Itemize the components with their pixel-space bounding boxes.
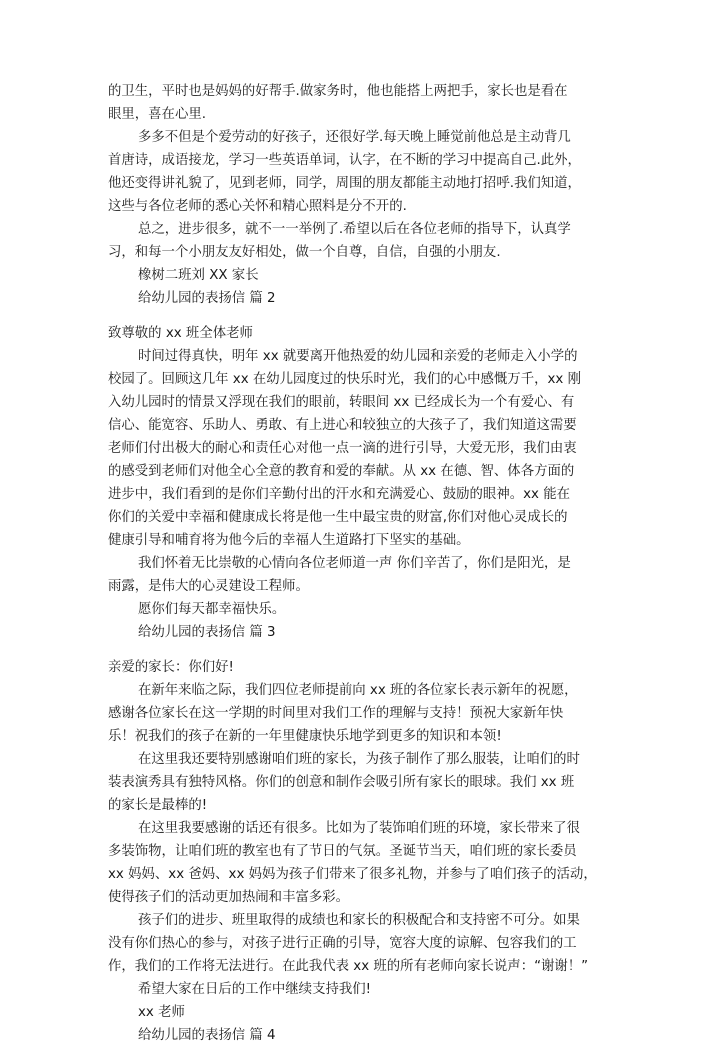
section-title: 给幼儿园的表扬信 篇 3 [138,625,276,640]
text-line: 在这里我要感谢的话还有很多。比如为了装饰咱们班的环境，家长带来了很 [138,821,580,836]
text-line: 健康引导和哺育将为他今后的幸福人生道路打下坚实的基础。 [108,533,470,548]
text-line: 作，我们的工作将无法进行。在此我代表 xx 班的所有老师向家长说声：“谢谢！” [108,959,589,974]
letter-salutation: 亲爱的家长：你们好! [108,660,234,675]
text-line: 乐！祝我们的孩子在新的一年里健康快乐地学到更多的知识和本领! [108,729,502,744]
text-line: 使得孩子们的活动更加热闹和丰富多彩。 [108,890,350,905]
section-title: 给幼儿园的表扬信 篇 4 [138,1028,276,1043]
text-line: 愿你们每天都幸福快乐。 [138,602,286,617]
text-line: 首唐诗，成语接龙，学习一些英语单词，认字，在不断的学习中提高自己.此外， [108,153,581,168]
text-line: 他还变得讲礼貌了，见到老师，同学，周围的朋友都能主动地打招呼.我们知道， [108,176,581,191]
text-line: 在新年来临之际，我们四位老师提前向 xx 班的各位家长表示新年的祝愿， [138,683,578,698]
text-line: 没有你们热心的参与，对孩子进行正确的引导，宽容大度的谅解、包容我们的工 [108,936,577,951]
letter-signature: 橡树二班刘 XX 家长 [138,268,259,283]
text-line: 老师们付出极大的耐心和责任心对他一点一滴的进行引导，大爱无形，我们由衷 [108,441,577,456]
text-line: 雨露，是伟大的心灵建设工程师。 [108,579,309,594]
text-line: 的感受到老师们对他全心全意的教育和爱的奉献。从 xx 在德、智、体各方面的 [108,464,575,479]
text-line: 习，和每一个小朋友友好相处，做一个自尊，自信，自强的小朋友. [108,245,501,260]
text-line: 多多不但是个爱劳动的好孩子，还很好学.每天晚上睡觉前他总是主动背几 [138,130,571,145]
letter-salutation: 致尊敬的 xx 班全体老师 [108,326,253,341]
text-line: 的卫生，平时也是妈妈的好帮手.做家务时，他也能搭上两把手，家长也是看在 [108,84,568,99]
text-line: 这些与各位老师的悉心关怀和精心照料是分不开的. [108,199,407,214]
text-line: 在这里我还要特别感谢咱们班的家长，为孩子制作了那么服装，让咱们的时 [138,752,580,767]
text-line: 希望大家在日后的工作中继续支持我们! [138,982,372,997]
text-line: 装表演秀具有独特风格。你们的创意和制作会吸引所有家长的眼球。我们 xx 班 [108,775,575,790]
text-line: 入幼儿园时的情景又浮现在我们的眼前，转眼间 xx 已经成长为一个有爱心、有 [108,395,575,410]
text-line: 进步中，我们看到的是你们辛勤付出的汗水和充满爱心、鼓励的眼神。xx 能在 [108,487,570,502]
text-line: xx 妈妈、xx 爸妈、xx 妈妈为孩子们带来了很多礼物，并参与了咱们孩子的活动， [108,867,597,882]
document-page [108,80,616,1047]
text-line: 时间过得真快，明年 xx 就要离开他热爱的幼儿园和亲爱的老师走入小学的 [138,349,578,364]
text-line: 眼里，喜在心里. [108,107,206,122]
text-line: 总之，进步很多，就不一一举例了.希望以后在各位老师的指导下，认真学 [138,222,571,237]
text-line: 感谢各位家长在这一学期的时间里对我们工作的理解与支持！预祝大家新年快 [108,706,564,721]
text-line: 的家长是最棒的! [108,798,208,813]
text-line: 你们的关爱中幸福和健康成长将是他一生中最宝贵的财富,你们对他心灵成长的 [108,510,568,525]
text-line: 校园了。回顾这几年 xx 在幼儿园度过的快乐时光，我们的心中感慨万千，xx 刚 [108,372,581,387]
section-title: 给幼儿园的表扬信 篇 2 [138,291,276,306]
text-line: 多装饰物，让咱们班的教室也有了节日的气氛。圣诞节当天，咱们班的家长委员 [108,844,577,859]
text-line: 孩子们的进步、班里取得的成绩也和家长的积极配合和支持密不可分。如果 [138,913,580,928]
text-line: 我们怀着无比崇敬的心情向各位老师道一声 你们辛苦了，你们是阳光，是 [138,556,571,571]
letter-signature: xx 老师 [138,1005,185,1020]
text-line: 信心、能宽容、乐助人、勇敢、有上进心和较独立的大孩子了，我们知道这需要 [108,418,577,433]
